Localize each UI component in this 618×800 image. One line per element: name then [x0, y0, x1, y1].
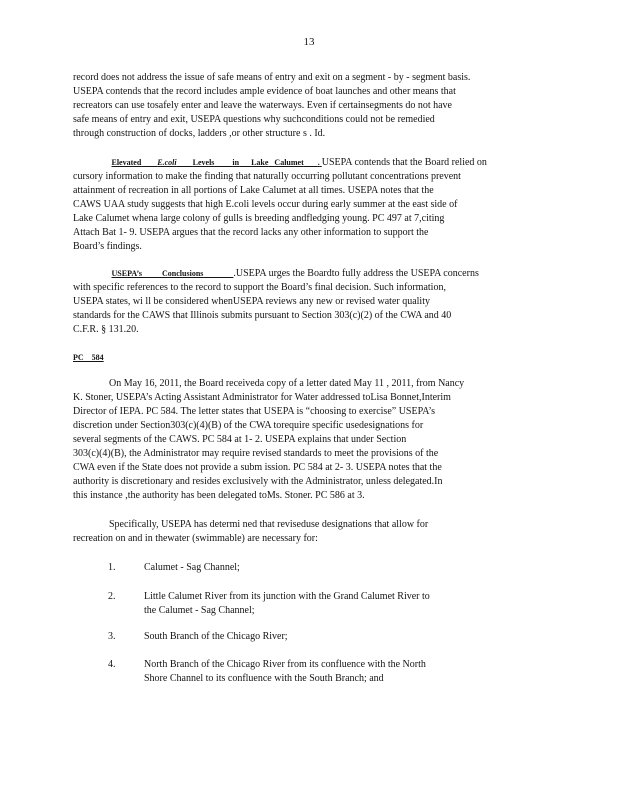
text-line: this instance ,the authority has been delegated toMs. Stoner. PC 586 at 3.	[73, 490, 365, 501]
text-line: USEPA contends that the record includes ample evidence of boat launches and other means that	[73, 86, 456, 97]
text-line: Attach Bat 1- 9. USEPA argues that the record lacks any other information to support the	[73, 227, 429, 238]
paragraph-safe-means	[73, 71, 543, 141]
text-line: recreators can use tosafely enter and leave the waterways. Even if certainsegments do not have	[73, 100, 452, 111]
text-line: USEPA states, wi ll be considered whenUSEPA reviews any new or revised water quality	[73, 296, 430, 307]
section-heading-ecoli: Elevated E.coli Levels in Lake Calumet .	[111, 158, 320, 167]
paragraph-pc584	[73, 377, 543, 503]
paragraph-conclusions	[73, 267, 543, 337]
text-line: through construction of docks, ladders ,or other structure s . Id.	[73, 128, 326, 139]
text-line: with specific references to the record to support the Board’s final decision. Such information,	[73, 282, 446, 293]
text-line	[73, 267, 543, 281]
text-line: CAWS UAA study suggests that high E.coli levels occur during early summer at the east side of	[73, 199, 458, 210]
list-text: Little Calumet River from its junction with the Grand Calumet River to	[144, 591, 430, 602]
text-line: attainment of recreation in all portions of Lake Calumet at all times. USEPA notes that the	[73, 185, 434, 196]
text-line: cursory information to make the finding that naturally occurring pollutant concentrations prevent	[73, 171, 461, 182]
list-number: 1.	[108, 562, 116, 573]
text-line: authority is discretionary and resides exclusively with the Administrator, unless delegated.In	[73, 476, 443, 487]
section-heading-conclusions: USEPA’s Conclusions	[111, 269, 204, 278]
text-line: C.F.R. § 131.20.	[73, 324, 139, 335]
list-text: North Branch of the Chicago River from its confluence with the North	[144, 659, 426, 670]
paragraph-ecoli	[73, 156, 543, 254]
text-line: Director of IEPA. PC 584. The letter states that USEPA is “choosing to exercise” USEPA’s	[73, 406, 436, 417]
text-line: Lake Calumet whena large colony of gulls is breeding andfledging young. PC 497 at 7,citing	[73, 213, 445, 224]
text-line: several segments of the CAWS. PC 584 at 1- 2. USEPA explains that under Section	[73, 434, 407, 445]
list-text: South Branch of the Chicago River;	[144, 631, 288, 642]
text-line: K. Stoner, USEPA’s Acting Assistant Administrator for Water addressed toLisa Bonnet,Interim	[73, 392, 451, 403]
list-number: 4.	[108, 659, 116, 670]
list-number: 2.	[108, 591, 116, 602]
text-line: safe means of entry and exit, USEPA questions why suchconditions could not be remedied	[73, 114, 435, 125]
text-line: discretion under Section303(c)(4)(B) of the CWA torequire specific usedesignations for	[73, 420, 424, 431]
section-heading-pc584: PC 584	[73, 353, 104, 362]
text-line: Specifically, USEPA has determi ned that reviseduse designations that allow for	[109, 519, 429, 530]
page-number: 13	[303, 36, 315, 48]
text-run: USEPA contends that the Board relied on	[321, 157, 487, 168]
text-line: 303(c)(4)(B), the Administrator may require revised standards to meet the provisions of the	[73, 448, 439, 459]
text-line: CWA even if the State does not provide a subm ission. PC 584 at 2- 3. USEPA notes that the	[73, 462, 442, 473]
text-line: On May 16, 2011, the Board receiveda copy of a letter dated May 11 , 2011, from Nancy	[109, 378, 465, 389]
text-line: standards for the CAWS that Illinois submits pursuant to Section 303(c)(2) of the CWA and 40	[73, 310, 452, 321]
list-text: the Calumet - Sag Channel;	[144, 605, 255, 616]
text-line: recreation on and in thewater (swimmable) are necessary for:	[73, 533, 318, 544]
paragraph-specifically	[73, 518, 543, 546]
text-line: Board’s findings.	[73, 241, 142, 252]
list-number: 3.	[108, 631, 116, 642]
text-line: record does not address the issue of safe means of entry and exit on a segment - by - segment basis.	[73, 72, 471, 83]
text-line	[73, 156, 543, 170]
list-text: Shore Channel to its confluence with the South Branch; and	[144, 673, 384, 684]
text-run: .USEPA urges the Boardto fully address the USEPA concerns	[233, 268, 479, 279]
list-text: Calumet - Sag Channel;	[144, 562, 240, 573]
